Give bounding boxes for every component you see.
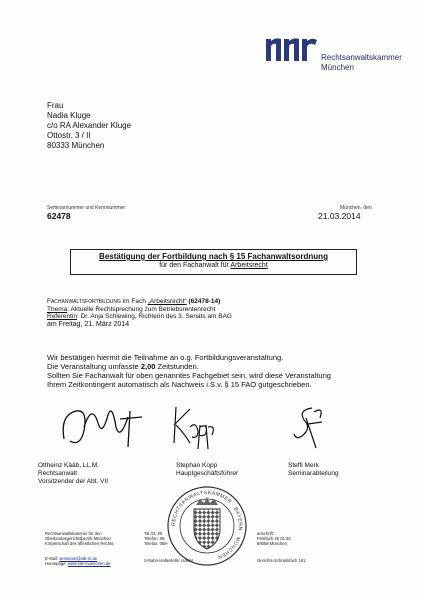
signatory-3-name: Steffi Merk <box>288 462 319 469</box>
footer-email-label: E-Mail: <box>45 556 60 561</box>
footer-court-box: Gerichts-Schrankfach 191 <box>257 558 306 563</box>
seminar-number-label: Seminarnummer und Kennnummer: <box>47 205 127 211</box>
hours-value: 2,00 <box>140 362 156 371</box>
signatory-1-role2: Vorsitzender der Abt. VII <box>38 478 109 485</box>
footer-postal-line2: Postfach 26 01 63 <box>257 536 291 541</box>
confirmation-title: Bestätigung der Fortbildung nach § 15 Fachanwaltsordnung <box>99 252 328 261</box>
footer-address-line2: Telefon: 08 <box>144 536 165 541</box>
body-line-4: Ihrem Zeitkontingent automatisch als Nachweis i.S.v. § 15 FAO gutgeschrieben. <box>47 380 312 389</box>
footer-address-line1: Tal 33, 80 <box>144 531 163 536</box>
recipient-name: Nadia Kluge <box>47 111 91 120</box>
footer-postal-line3: 80058 München <box>257 541 288 546</box>
seminar-number: 62478 <box>47 211 71 221</box>
recipient-co: c/o RA Alexander Kluge <box>47 121 132 130</box>
recipient-salutation: Frau <box>47 101 64 110</box>
signatory-3-role: Seminarabteilung <box>288 470 339 477</box>
footer-web <box>45 561 110 566</box>
signatory-1-role: Rechtsanwalt <box>38 470 78 477</box>
course-fach: „Arbeitsrecht“ <box>147 298 187 305</box>
footer-email-link[interactable]: seminare@rak-m.de <box>59 556 98 561</box>
body-line-1: Wir bestätigen hiermit die Teilnahme an o.g. Fortbildungsveranstaltung. <box>47 353 284 362</box>
footer-org <box>45 531 113 546</box>
course-label: Fachanwaltsfortbildung <box>47 298 121 305</box>
footer-postal-line1: anschrift: <box>257 531 274 536</box>
speaker-text: : Dr. Anja Schlewing, Richterin des 3. Senats am BAG <box>77 313 232 320</box>
speaker-label: Referentin <box>47 313 77 320</box>
org-line1: Rechtsanwaltskammer <box>321 53 402 62</box>
recipient-city: 80333 München <box>47 141 105 150</box>
subtitle-field: Arbeitsrecht <box>230 262 268 269</box>
footer-contact <box>45 556 110 566</box>
recipient-street: Ottostr. 3 / II <box>47 131 91 140</box>
footer-web-label: Homepage: <box>45 561 68 566</box>
footer-web-link[interactable]: www.rak-muenchen.de <box>67 561 111 566</box>
hours-suffix: Zeitstunden. <box>155 362 199 371</box>
course-code: (62478-14) <box>186 298 221 305</box>
footer-address <box>144 531 168 546</box>
footer-postal <box>257 531 291 546</box>
course-date: am Freitag, 21. März 2014 <box>47 320 130 328</box>
signatory-2-name: Stephan Kopp <box>176 462 218 469</box>
letter-date: 21.03.2014 <box>318 211 361 221</box>
signatory-2-role: Hauptgeschäftsführer <box>176 470 239 477</box>
subtitle-prefix: für den Fachanwalt für <box>159 262 231 269</box>
body-line-3: Sollten Sie Fachanwalt für oben genanntes Fachgebiet sein, wird diese Veranstaltung <box>47 371 331 380</box>
signatory-1-name: Ottheinz Kääb, LL.M. <box>38 462 100 469</box>
seal-ring-text: RECHTSANWALTSKAMMER · BAYERN · MÜNCHEN <box>170 489 244 561</box>
footer-org-line3: Körperschaft des öffentlichen Rechts <box>45 541 114 546</box>
footer-org-line1: Rechtsanwaltskammer für den <box>45 531 102 536</box>
footer-org-line2: Oberlandesgerichtsbezirk München <box>45 536 111 541</box>
topic-text: : Aktuelle Rechtsprechung zum Betriebsrentenrecht <box>67 305 216 313</box>
topic-label: Thema <box>47 305 68 313</box>
footer-address-line3: Telefax: 089- <box>144 541 168 546</box>
place-label: München, den <box>340 205 372 211</box>
footer-sbahn: S-Bahn-Haltestelle: Isartor <box>144 558 194 563</box>
hours-prefix: Die Veranstaltung umfasste <box>47 362 141 371</box>
org-line2: München <box>321 63 354 72</box>
course-in-fach: im Fach <box>120 298 148 305</box>
